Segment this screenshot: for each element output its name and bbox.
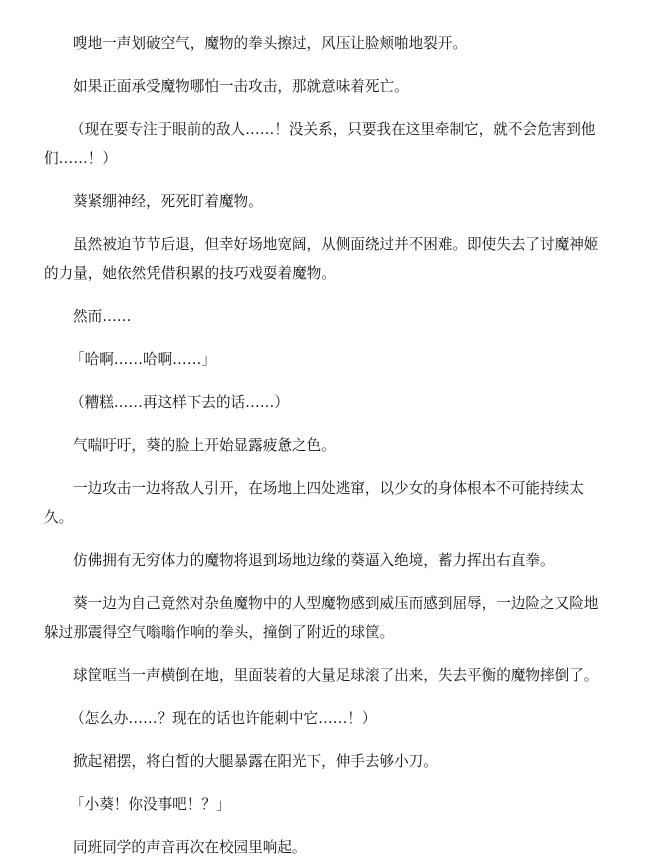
thought-line: （现在要专注于眼前的敌人……！没关系，只要我在这里牵制它，就不会危害到他们……！）	[44, 121, 596, 167]
thought-line: （怎么办……？现在的话也许能刺中它……！）	[70, 710, 377, 727]
paragraph: 一边攻击一边将敌人引开，在场地上四处逃窜，以少女的身体根本不可能持续太久。	[44, 480, 584, 526]
paragraph: 同班同学的声音再次在校园里响起。	[73, 839, 307, 856]
paragraph: 葵一边为自己竟然对杂鱼魔物中的人型魔物感到威压而感到屈辱，一边险之又险地躲过那震得空气嗡嗡作响的拳头，撞倒了附近的球筐。	[44, 595, 599, 641]
paragraph: 嗖地一声划破空气，魔物的拳头擦过，风压让脸颊啪地裂开。	[73, 35, 468, 52]
paragraph: 仿佛拥有无穷体力的魔物将退到场地边缘的葵逼入绝境，蓄力挥出右直拳。	[73, 552, 555, 569]
thought-line: （糟糕……再这样下去的话……）	[70, 394, 289, 411]
dialog-line: 「哈啊……哈啊……」	[70, 351, 216, 368]
paragraph: 球筐哐当一声横倒在地，里面装着的大量足球滚了出来，失去平衡的魔物摔倒了。	[73, 667, 599, 684]
paragraph: 如果正面承受魔物哪怕一击攻击，那就意味着死亡。	[73, 78, 409, 95]
paragraph: 虽然被迫节节后退，但幸好场地宽阔，从侧面绕过并不困难。即使失去了讨魔神姬的力量，她依然凭借积累的技巧戏耍着魔物。	[44, 236, 599, 282]
paragraph: 掀起裙摆，将白皙的大腿暴露在阳光下，伸手去够小刀。	[73, 753, 438, 770]
dialog-line: 「小葵！你没事吧！？」	[70, 796, 231, 813]
paragraph: 葵紧绷神经，死死盯着魔物。	[73, 193, 263, 210]
paragraph: 然而……	[73, 308, 132, 325]
paragraph: 气喘吁吁，葵的脸上开始显露疲惫之色。	[73, 437, 336, 454]
